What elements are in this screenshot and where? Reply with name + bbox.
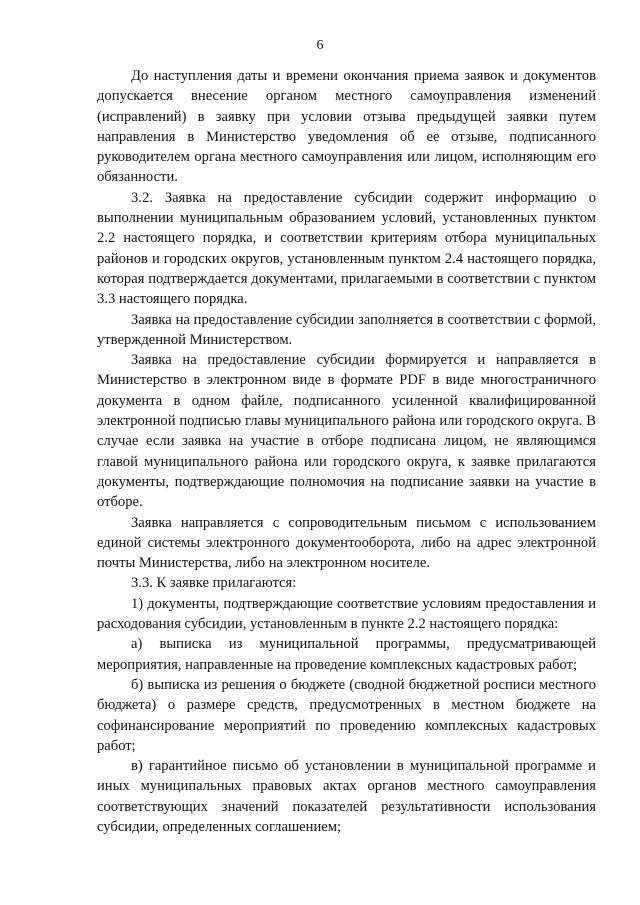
- paragraph-application-form: Заявка на предоставление субсидии заполняется в соответствии с формой, утвержденной Министерством.: [97, 311, 596, 348]
- paragraph-3-2: 3.2. Заявка на предоставление субсидии содержит информацию о выполнении муниципальным образованием условий, установленных пунктом 2.2 настоящего порядка, и соответствии критериям отбора муниципальных районов и городских округов, установленным пунктом 2.4 настоящего порядка, которая подтверждается документами, прилагаемыми в соответствии с пунктом 3.3 настоящего порядка.: [97, 189, 596, 308]
- paragraph-amendments: До наступления даты и времени окончания приема заявок и документов допускается внесение органом местного самоуправления изменений (исправлений) в заявку при условии отзыва предыдущей заявки путем направления в Министерство уведомления об ее отзыве, подписанного руководителем органа местного самоуправления или лицом, исполняющим его обязанности.: [97, 68, 596, 186]
- document-body: [97, 66, 596, 837]
- page-number: 6: [316, 38, 324, 53]
- list-item-b: б) выписка из решения о бюджете (сводной бюджетной росписи местного бюджета) о размере средств, предусмотренных в местном бюджете на софинансирование мероприятий по проведению комплексных кадастровых работ;: [97, 676, 596, 754]
- paragraph-cover-letter: Заявка направляется с сопроводительным письмом с использованием единой системы электронного документооборота, либо на адрес электронной почты Министерства, либо на электронном носителе.: [97, 514, 596, 572]
- paragraph-electronic-submission: Заявка на предоставление субсидии формируется и направляется в Министерство в электронном виде в формате PDF в виде многостраничного документа в одном файле, подписанного усиленной квалифицированной электронной подписью главы муниципального района или городского округа. В случае если заявка на участие в отборе подписана лицом, не являющимся главой муниципального района или городского округа, к заявке прилагаются документы, подтверждающие полномочия на подписание заявки на участие в отборе.: [97, 352, 596, 511]
- list-item-1: 1) документы, подтверждающие соответствие условиям предоставления и расходования субсидии, установленным в пункте 2.2 настоящего порядка:: [97, 595, 596, 633]
- list-item-v: в) гарантийное письмо об установлении в муниципальной программе и иных муниципальных правовых актах органов местного самоуправления соответствующих значений показателей результативности использования субсидии, определенных соглашением;: [97, 758, 596, 835]
- paragraph-3-3: 3.3. К заявке прилагаются:: [131, 575, 297, 592]
- list-item-a: а) выписка из муниципальной программы, предусматривающей мероприятия, направленные на проведение комплексных кадастровых работ;: [97, 636, 596, 673]
